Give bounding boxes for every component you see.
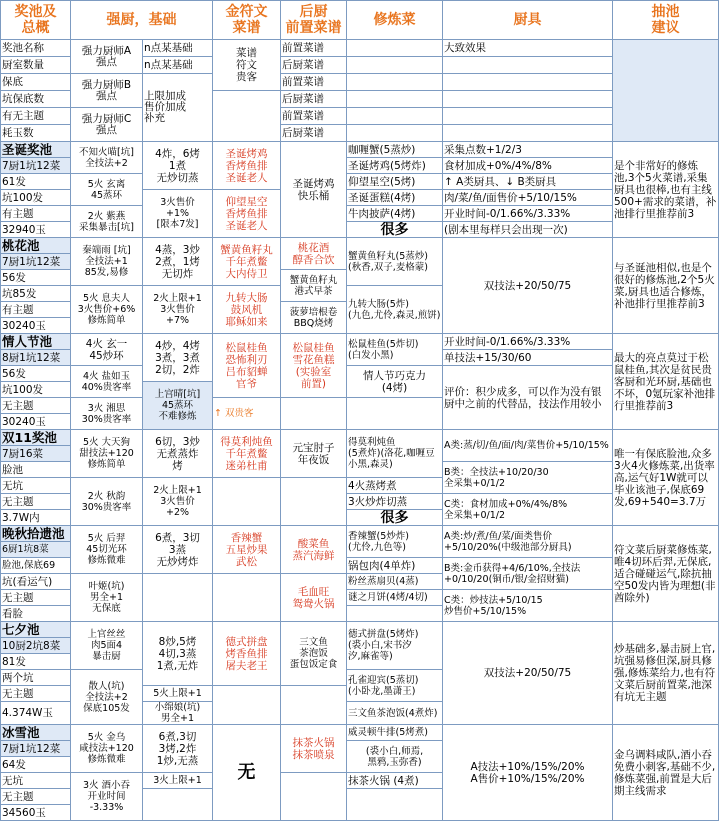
advice-cell: 唯一有保底脸池,众多3火4火修炼菜,出货率高,运气好1W就可以毕业该池子,保底69发,69+540=3.7万	[613, 430, 719, 526]
basic-cell: 2火上限+1 3火售价 +7%	[143, 286, 213, 334]
basic-cell: 6煮,3切 3烤,2炸 1炒,无蒸	[143, 725, 213, 773]
tool-cell: 单技法+15/30/60	[443, 350, 613, 366]
overview-basic: 上限加成 售价加成 补充	[143, 74, 213, 142]
overview-chef: 强力厨师C 强点	[71, 108, 143, 142]
pool-row-qixi	[1, 622, 719, 638]
pool-info: 脸池	[1, 462, 71, 478]
gold-cell: 蟹黄鱼籽丸 千年煮鳖 大内侍卫	[213, 238, 281, 286]
overview-kitchen: 前置菜谱	[281, 40, 347, 57]
chef-cell: 4火 盐如玉 40%贵客率	[71, 366, 143, 398]
chef-cell: 2火 秋韵 30%贵客率	[71, 478, 143, 526]
cultivate-cell: 粉丝蒸扇贝(4蒸)	[347, 574, 443, 590]
header-cultivate: 修炼菜	[347, 1, 443, 40]
overview-chef: 强力厨师B 强点	[71, 74, 143, 108]
gold-cell: 香辣蟹 五星炒果 武松	[213, 526, 281, 574]
cultivate-cell: 谜之月饼(4烤/4切)	[347, 590, 443, 606]
pool-row-snow	[1, 725, 719, 741]
tool-cell: A类:炒/煮/鱼/菜/面类售价 +5/10/20%(中级池部分厨具)	[443, 526, 613, 558]
gold-cell: 九转大肠 鼓风机 耶稣如来	[213, 286, 281, 334]
pool-info: 有主题	[1, 302, 71, 318]
gold-cell: 松鼠桂鱼 恐怖利刃 吕布貂蝉 官爷	[213, 334, 281, 398]
pool-info: 两个坑	[1, 670, 71, 686]
basic-cell: 6煮，3切 3蒸 无炒烤炸	[143, 526, 213, 574]
header-row	[1, 1, 719, 40]
pool-info: 7厨1坑12菜	[1, 158, 71, 174]
chef-cell: 上官丝丝 肉5面4 暴击厨	[71, 622, 143, 670]
gold-cell: 仰望星空 香烤鱼排 圣诞老人	[213, 190, 281, 238]
chef-cell: 5火 玄离 45蒸环	[71, 174, 143, 206]
overview-label: 耗玉数	[1, 125, 71, 142]
pool-info: 4.374W玉	[1, 702, 71, 725]
header-pool: 奖池及 总概	[1, 1, 71, 40]
basic-cell: 8炒,5烤 4切,3蒸 1煮,无炸	[143, 622, 213, 686]
chef-cell: 3火 湘思 30%贵客率	[71, 398, 143, 430]
header-tools: 厨具	[443, 1, 613, 40]
tool-cell: 食材加成+0%/4%/8%	[443, 158, 613, 174]
cultivate-cell: 威灵顿牛排(5烤煮)	[347, 725, 443, 741]
pool-row-late-autumn	[1, 526, 719, 542]
advice-cell: 是个非常好的修炼池,3个5火菜谱,采集厨具也很棒,也有主线500+需求的菜谱，补池排行里推荐前3	[613, 142, 719, 238]
cultivate-cell: 圣诞蛋糕(4烤)	[347, 190, 443, 206]
gold-cell: 圣诞烤鸡 香烤鱼排 圣诞老人	[213, 142, 281, 190]
cultivate-cell: 圣诞烤鸡(5烤炸)	[347, 158, 443, 174]
cultivate-cell: 4火蒸烤煮	[347, 478, 443, 494]
pool-info: 脸池,保底69	[1, 558, 71, 574]
pool-name: 双11奖池	[1, 430, 71, 446]
cultivate-cell: 得莫利炖鱼 (5煮炸)(洛花,咖喱豆小黑,森灵)	[347, 430, 443, 478]
kitchen-cell: 元宝肘子 年夜饭	[281, 430, 347, 478]
overview-label: 坑保底数	[1, 91, 71, 108]
advice-cell: 炒基础多,暴击厨上官,坑强易修但深,厨具修强,修炼菜给力,也有符文菜后厨前置菜,池深有坑无主题	[613, 622, 719, 725]
pool-info: 无坑	[1, 773, 71, 789]
basic-cell: 4蒸，3炒 2煮，1烤 无切炸	[143, 238, 213, 286]
pool-info: 坑(看运气)	[1, 574, 71, 590]
basic-cell: 小绵娘(坑) 男全+1	[143, 702, 213, 725]
chef-cell: 不知火喵[坑] 全技法+2	[71, 142, 143, 174]
cultivate-cell: 锅包肉(4单炸)	[347, 558, 443, 574]
kitchen-cell: 菠萝培根卷 BBQ烧烤	[281, 302, 347, 334]
pool-info: 3.7W内	[1, 510, 71, 526]
tool-cell: A类:蒸/切/鱼/面/肉/菜售价+5/10/15%	[443, 430, 613, 462]
basic-cell: 2火上限+1 3火售价 +2%	[143, 478, 213, 526]
cultivate-cell: 德式拼盘(5烤炸) (裘小白,宋书汐 汐,麻雀等)	[347, 622, 443, 670]
tool-cell: 肉/菜/鱼/面售价+5/10/15%	[443, 190, 613, 206]
pool-info: 34560玉	[1, 805, 71, 821]
tool-cell: A技法+10%/15%/20% A售价+10%/15%/20%	[443, 725, 613, 821]
chef-cell: 秦端雨 [坑] 全技法+1 85发,易修	[71, 238, 143, 286]
chef-cell: 2火 紫燕 采集暴击[坑]	[71, 206, 143, 238]
gold-cell: 德式拼盘 烤香鱼排 屠夫老王	[213, 622, 281, 686]
pool-info: 坑100发	[1, 382, 71, 398]
overview-chef: 强力厨师A 强点	[71, 40, 143, 74]
pool-info: 坑85发	[1, 286, 71, 302]
cultivate-cell: 三文鱼茶泡饭(4煮炸)	[347, 702, 443, 725]
overview-label: 厨室数量	[1, 57, 71, 74]
tool-cell: ↑ A类厨具、↓ B类厨具	[443, 174, 613, 190]
pool-info: 81发	[1, 654, 71, 670]
tool-cell: 采集点数+1/2/3	[443, 142, 613, 158]
pool-info: 7厨1坑12菜	[1, 741, 71, 757]
pool-name: 冰雪池	[1, 725, 71, 741]
pool-info: 6厨1坑8菜	[1, 542, 71, 558]
pool-info: 有主题	[1, 206, 71, 222]
kitchen-cell: 桃花酒 醇香合饮	[281, 238, 347, 270]
gold-cell: 无	[213, 725, 281, 821]
header-gold-rune: 金符文 菜谱	[213, 1, 281, 40]
tool-cell: 双技法+20/50/75	[443, 622, 613, 725]
cultivate-cell: 仰望星空(5烤)	[347, 174, 443, 190]
cultivate-cell: 香辣蟹(5炒炸) (尤伶,九色等)	[347, 526, 443, 558]
basic-cell: 4炒，4烤 3煮，3煮 2切，2炸	[143, 334, 213, 382]
advice-cell: 符文菜后厨菜修炼菜,唯4切环后羿,无保底,适合碰碰运气,除抗抽空50发内皆为理想(非酋除外)	[613, 526, 719, 622]
gold-cell: 得莫利炖鱼 千年煮鳖 迷弟杜甫	[213, 430, 281, 478]
pool-info: 无主题	[1, 789, 71, 805]
pool-info: 无坑	[1, 478, 71, 494]
tool-cell: 开业时间-0/1.66%/3.33%	[443, 206, 613, 222]
pool-name: 七夕池	[1, 622, 71, 638]
pool-row-christmas	[1, 142, 719, 158]
chef-cell: 5火 后羿 45切光环 修炼微难	[71, 526, 143, 574]
pool-row-double11	[1, 430, 719, 446]
pool-info: 56发	[1, 366, 71, 382]
cultivate-cell: 抹茶火锅 (4煮)	[347, 773, 443, 789]
cultivate-cell: 蟹黄鱼籽丸(5蒸炒) (秋香,双子,麦格蒙)	[347, 238, 443, 286]
chef-cell: 5火 息夫人 3火售价+6% 修炼简单	[71, 286, 143, 334]
basic-cell: 3火售价 +1% [限本7发]	[143, 190, 213, 238]
tool-cell: (剧本里每样只会出现一次)	[443, 222, 613, 238]
overview-label: 奖池名称	[1, 40, 71, 57]
tool-cell: 双技法+20/50/75	[443, 238, 613, 334]
kitchen-cell: 酸菜鱼 蒸汽海鲜	[281, 526, 347, 574]
pool-info: 无主题	[1, 590, 71, 606]
chef-cell: 叶姬(坑) 男全+1 无保底	[71, 574, 143, 622]
advice-cell: 最大的亮点莫过于松鼠桂鱼,其次是贫民贵客厨和光环厨,基础也不坏，0氪玩家补池排行里推荐前3	[613, 334, 719, 430]
kitchen-cell: 松鼠桂鱼 雪花鱼糕 (实验室 前置)	[281, 334, 347, 398]
pool-info: 看脸	[1, 606, 71, 622]
pool-info: 64发	[1, 757, 71, 773]
header-advice: 抽池 建议	[613, 1, 719, 40]
cultivate-cell: 孔雀迎宾(5蒸切) (小卧龙,墨潇王)	[347, 670, 443, 702]
kitchen-cell: 蟹黄鱼籽丸 港式早茶	[281, 270, 347, 302]
basic-cell: 6切，3炒 无煮蒸炸 烤	[143, 430, 213, 478]
pool-info: 坑100发	[1, 190, 71, 206]
overview-gold: 菜谱 符文 贵客	[213, 40, 281, 91]
pool-row-valentine	[1, 334, 719, 350]
advice-cell: 与圣诞池相似,也是个很好的修炼池,2个5火菜,厨具也适合修炼，补池排行里推荐前3	[613, 238, 719, 334]
pool-info: 无主题	[1, 686, 71, 702]
pool-name: 桃花池	[1, 238, 71, 254]
pool-row-peach	[1, 238, 719, 254]
overview-kitchen: 后厨菜谱	[281, 91, 347, 108]
pool-name: 圣诞奖池	[1, 142, 71, 158]
overview-label: 有无主题	[1, 108, 71, 125]
pool-info: 32940玉	[1, 222, 71, 238]
tool-cell: B类:金币获得+4/6/10%,全技法 +0/10/20(铜币/银/金招财猫)	[443, 558, 613, 590]
header-kitchen: 后厨 前置菜谱	[281, 1, 347, 40]
overview-label: 保底	[1, 74, 71, 91]
pool-info: 30240玉	[1, 318, 71, 334]
cultivate-cell: 很多	[347, 222, 443, 238]
overview-tools: 大致效果	[443, 40, 613, 57]
pool-info: 10厨2坑8菜	[1, 638, 71, 654]
pool-info: 30240玉	[1, 414, 71, 430]
overview-kitchen: 后厨菜谱	[281, 125, 347, 142]
chef-cell: 5火 大天狗 甜技法+120 修炼简单	[71, 430, 143, 478]
kitchen-cell: 圣诞烤鸡 快乐桶	[281, 142, 347, 238]
pool-info: 61发	[1, 174, 71, 190]
tool-note: 评价：积少成多，可以作为没有银厨中之前的代替品，技法作用较小	[443, 366, 613, 430]
cultivate-cell: 咖喱蟹(5蒸炒)	[347, 142, 443, 158]
advice-cell: 金乌调料咸队,酒小吞免费小刺客,基础不少,修炼菜强,前置是大后期主线需求	[613, 725, 719, 821]
overview-row	[1, 40, 719, 57]
overview-kitchen: 后厨菜谱	[281, 57, 347, 74]
chef-cell: 散人(坑) 全技法+2 保底105发	[71, 670, 143, 725]
basic-cell: 4炸，6烤 1煮 无炒切蒸	[143, 142, 213, 190]
cultivate-cell: 牛肉披萨(4烤)	[347, 206, 443, 222]
cultivate-cell: 松鼠桂鱼(5炸切) (白发小黑)	[347, 334, 443, 366]
pool-name: 晚秋拾遗池	[1, 526, 71, 542]
cultivate-cell: 九转大肠(5炸) (九色,尤伶,森灵,煎饼)	[347, 286, 443, 334]
overview-basic: n点某基础	[143, 40, 213, 57]
tool-cell: C类：食材加成+0%/4%/8% 全采集+0/1/2	[443, 494, 613, 526]
kitchen-cell: 抹茶火锅 抹茶喷泉	[281, 725, 347, 773]
basic-cell: 5火上限+1	[143, 686, 213, 702]
cultivate-cell: (裘小白,师焉, 黑鸦,玉弥香)	[347, 741, 443, 773]
cultivate-cell: 3火炒炸切蒸	[347, 494, 443, 510]
overview-basic: n点某基础	[143, 57, 213, 74]
tool-cell: C类：炒技法+5/10/15 炒售价+5/10/15%	[443, 590, 613, 622]
header-chefs: 强厨，基础	[71, 1, 213, 40]
tool-cell: B类：全技法+10/20/30 全采集+0/1/2	[443, 462, 613, 494]
chef-cell: 5火 金乌 咸技法+120 修炼微难	[71, 725, 143, 773]
overview-kitchen: 前置菜谱	[281, 74, 347, 91]
pool-info: 7厨16菜	[1, 446, 71, 462]
kitchen-cell: 三文鱼 茶泡饭 蛋包饭定食	[281, 622, 347, 686]
chef-cell: 3火 酒小吞 开业时间 -3.33%	[71, 773, 143, 821]
pool-info: 56发	[1, 270, 71, 286]
cultivate-cell: 情人节巧克力 (4烤)	[347, 366, 443, 398]
pool-name: 情人节池	[1, 334, 71, 350]
pool-info: 8厨1坑12菜	[1, 350, 71, 366]
gold-note: ↑ 双贵客	[213, 398, 281, 430]
basic-cell: 上宫晴[坑] 45蒸环 不难修炼	[143, 382, 213, 430]
pool-info: 无主题	[1, 398, 71, 414]
cultivate-cell: 很多	[347, 510, 443, 526]
overview-kitchen: 前置菜谱	[281, 108, 347, 125]
chef-cell: 4火 玄一 45炒环	[71, 334, 143, 366]
kitchen-cell: 毛血旺 鸳鸯火锅	[281, 574, 347, 622]
pool-info: 无主题	[1, 494, 71, 510]
basic-cell: 3火上限+1	[143, 773, 213, 789]
tool-cell: 开业时间-0/1.66%/3.33%	[443, 334, 613, 350]
pool-info: 7厨1坑12菜	[1, 254, 71, 270]
